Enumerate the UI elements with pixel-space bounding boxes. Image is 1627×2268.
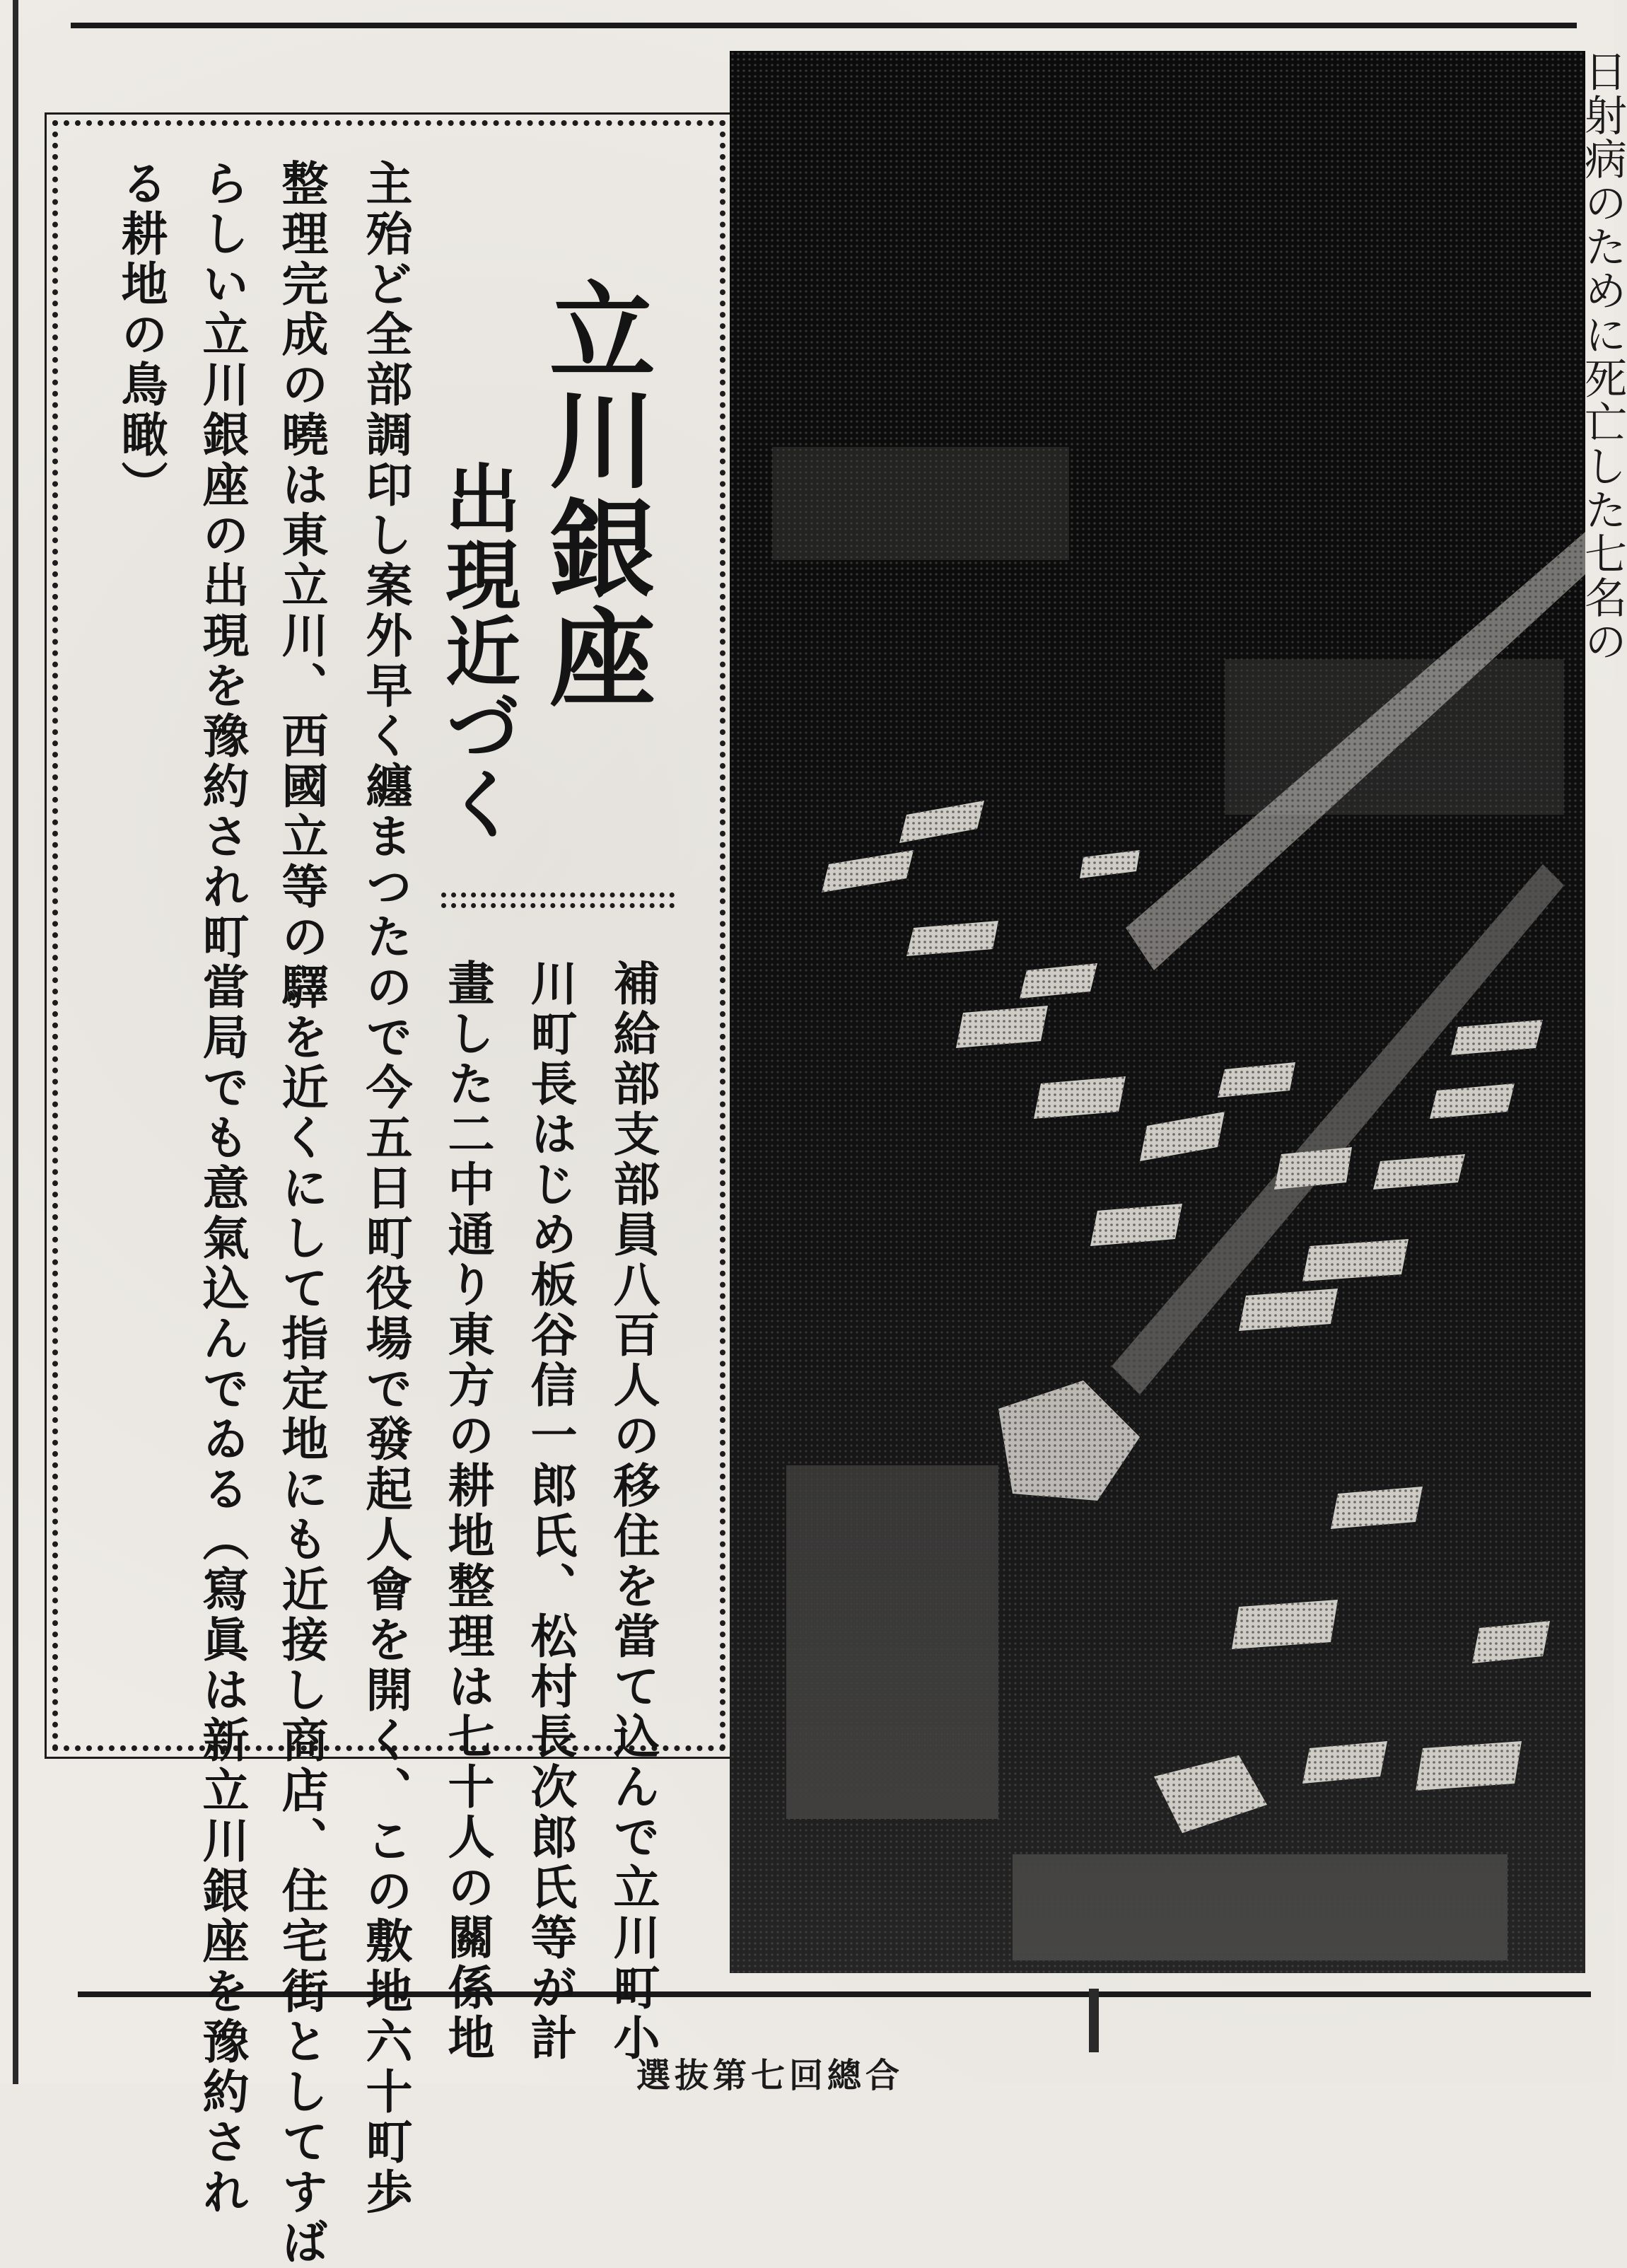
article-column-7: る耕地の鳥瞰） — [113, 159, 168, 511]
bottom-article-fragment: 選抜第七回總合 — [636, 2056, 904, 2095]
article-column-2: 川町長はじめ板谷信一郎氏、松村長次郎氏等が計 — [523, 959, 578, 2064]
article-column-4: 主殆ど全部調印し案外早く纏まつたので今五日町役場で發起人會を開く、この敷地六十町歩 — [358, 159, 413, 2218]
dotted-separator — [441, 892, 675, 908]
article-column-1: 補給部支部員八百人の移住を當て込んで立川町小 — [605, 959, 660, 2064]
column-divider — [1089, 1989, 1099, 2052]
aerial-photo — [730, 51, 1585, 1973]
article-column-6: らしい立川銀座の出現を豫約され町當局でも意氣込んでゐる（寫眞は新立川銀座を豫約され — [194, 159, 250, 2218]
article-column-5: 整理完成の曉は東立川、西國立等の驛を近くにして指定地にも近接し商店、住宅街としてすば — [274, 159, 329, 2268]
subheadline: 出現近づく — [433, 460, 522, 842]
adjacent-article-column: 日射病のために死亡した七名の — [1578, 50, 1627, 663]
top-rule — [71, 23, 1577, 28]
article-column-3: 畫した二中通り東方の耕地整理は七十人の關係地 — [440, 959, 495, 2064]
headline: 立川銀座 — [531, 276, 655, 711]
aerial-photo-halftone — [730, 51, 1585, 1973]
left-rule — [13, 0, 18, 2084]
